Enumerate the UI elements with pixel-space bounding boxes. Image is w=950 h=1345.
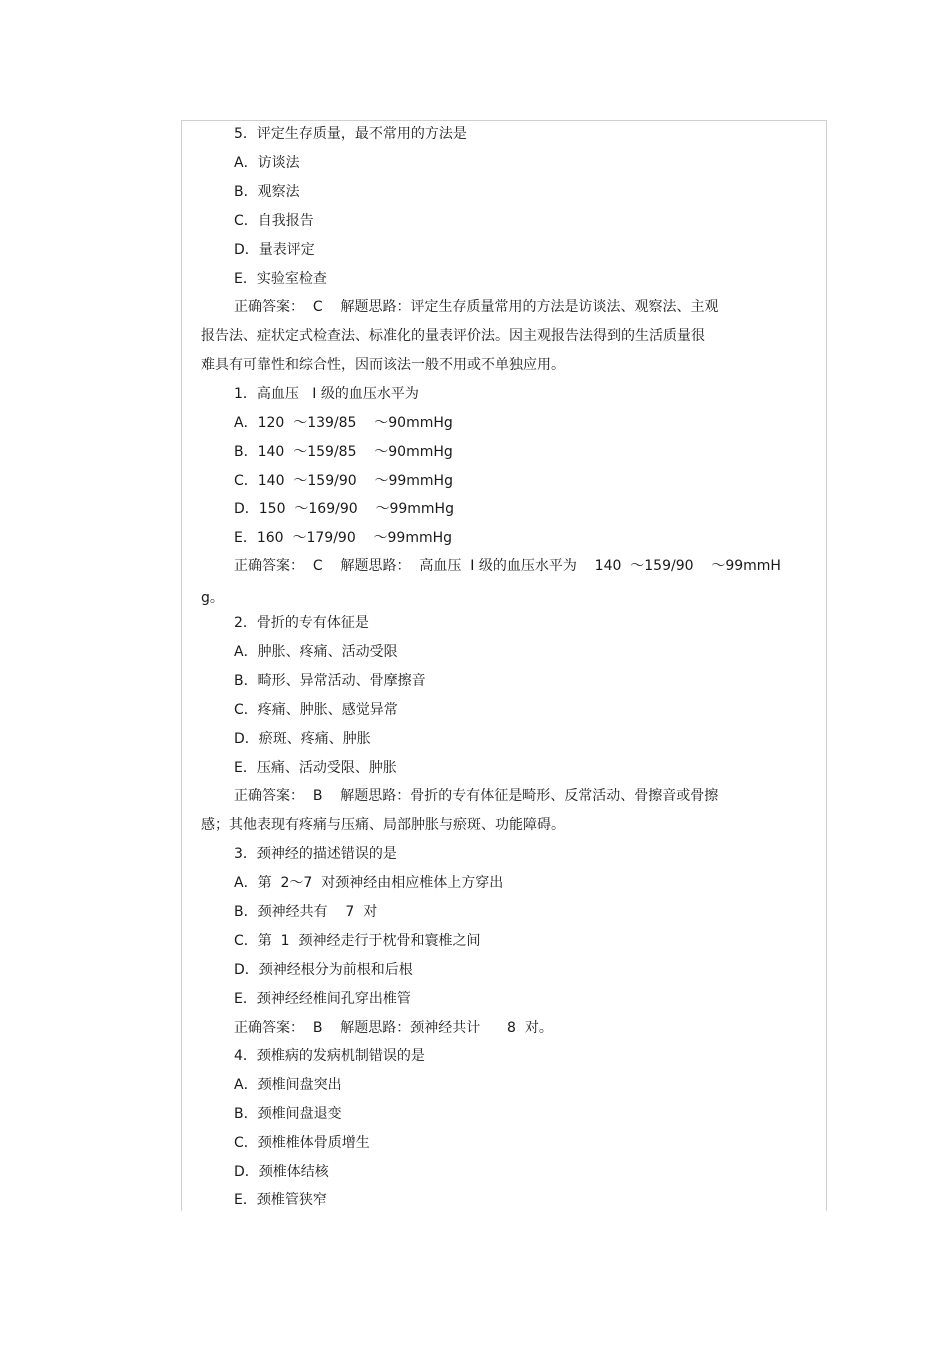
question-4-stem: 4．颈椎病的发病机制错误的是 xyxy=(234,1048,425,1064)
question-5-option-e: E．实验室检查 xyxy=(234,271,327,287)
question-5-option-a: A．访谈法 xyxy=(234,155,300,171)
question-5-stem: 5．评定生存质量，最不常用的方法是 xyxy=(234,126,467,142)
question-1-option-d: D．150 ～169/90 ～99mmHg xyxy=(234,501,454,517)
question-5-answer: 正确答案： C 解题思路：评定生存质量常用的方法是访谈法、观察法、主观 xyxy=(234,299,719,315)
question-5-answer-cont-2: 难具有可靠性和综合性，因而该法一般不用或不单独应用。 xyxy=(201,357,565,373)
question-2-option-b: B．畸形、异常活动、骨摩擦音 xyxy=(234,673,426,689)
question-2-option-e: E．压痛、活动受限、肿胀 xyxy=(234,760,397,776)
question-4-option-c: C．颈椎椎体骨质增生 xyxy=(234,1135,370,1151)
question-3-option-c: C．第 1 颈神经走行于枕骨和寰椎之间 xyxy=(234,933,481,949)
question-2-option-d: D．瘀斑、疼痛、肿胀 xyxy=(234,731,371,747)
question-4-option-a: A．颈椎间盘突出 xyxy=(234,1077,342,1093)
question-1-option-b: B．140 ～159/85 ～90mmHg xyxy=(234,444,453,460)
question-3-option-d: D．颈神经根分为前根和后根 xyxy=(234,962,413,978)
question-2-answer: 正确答案： B 解题思路：骨折的专有体征是畸形、反常活动、骨擦音或骨擦 xyxy=(234,788,719,804)
question-3-option-a: A．第 2～7 对颈神经由相应椎体上方穿出 xyxy=(234,875,504,891)
question-1-answer-cont: g。 xyxy=(201,590,224,606)
question-5-answer-cont-1: 报告法、症状定式检查法、标准化的量表评价法。因主观报告法得到的生活质量很 xyxy=(201,328,705,344)
question-4-option-b: B．颈椎间盘退变 xyxy=(234,1106,342,1122)
question-1-stem: 1．高血压 I 级的血压水平为 xyxy=(234,386,419,402)
question-2-stem: 2．骨折的专有体征是 xyxy=(234,615,369,631)
question-2-option-a: A．肿胀、疼痛、活动受限 xyxy=(234,644,398,660)
question-2-option-c: C．疼痛、肿胀、感觉异常 xyxy=(234,702,398,718)
question-4-option-d: D．颈椎体结核 xyxy=(234,1164,329,1180)
question-3-option-e: E．颈神经经椎间孔穿出椎管 xyxy=(234,991,411,1007)
question-3-option-b: B．颈神经共有 7 对 xyxy=(234,904,378,920)
question-3-answer: 正确答案： B 解题思路：颈神经共计 8 对。 xyxy=(234,1020,553,1036)
question-1-option-e: E．160 ～179/90 ～99mmHg xyxy=(234,530,453,546)
question-4-option-e: E．颈椎管狭窄 xyxy=(234,1192,327,1208)
question-1-option-c: C．140 ～159/90 ～99mmHg xyxy=(234,473,453,489)
question-5-option-d: D．量表评定 xyxy=(234,242,315,258)
question-1-option-a: A．120 ～139/85 ～90mmHg xyxy=(234,415,453,431)
question-5-option-c: C．自我报告 xyxy=(234,213,314,229)
question-3-stem: 3．颈神经的描述错误的是 xyxy=(234,846,397,862)
question-2-answer-cont: 感；其他表现有疼痛与压痛、局部肿胀与瘀斑、功能障碍。 xyxy=(201,817,565,833)
question-5-option-b: B．观察法 xyxy=(234,184,300,200)
question-1-answer: 正确答案： C 解题思路： 高血压 I 级的血压水平为 140 ～159/90 ～99mmH xyxy=(234,558,781,574)
